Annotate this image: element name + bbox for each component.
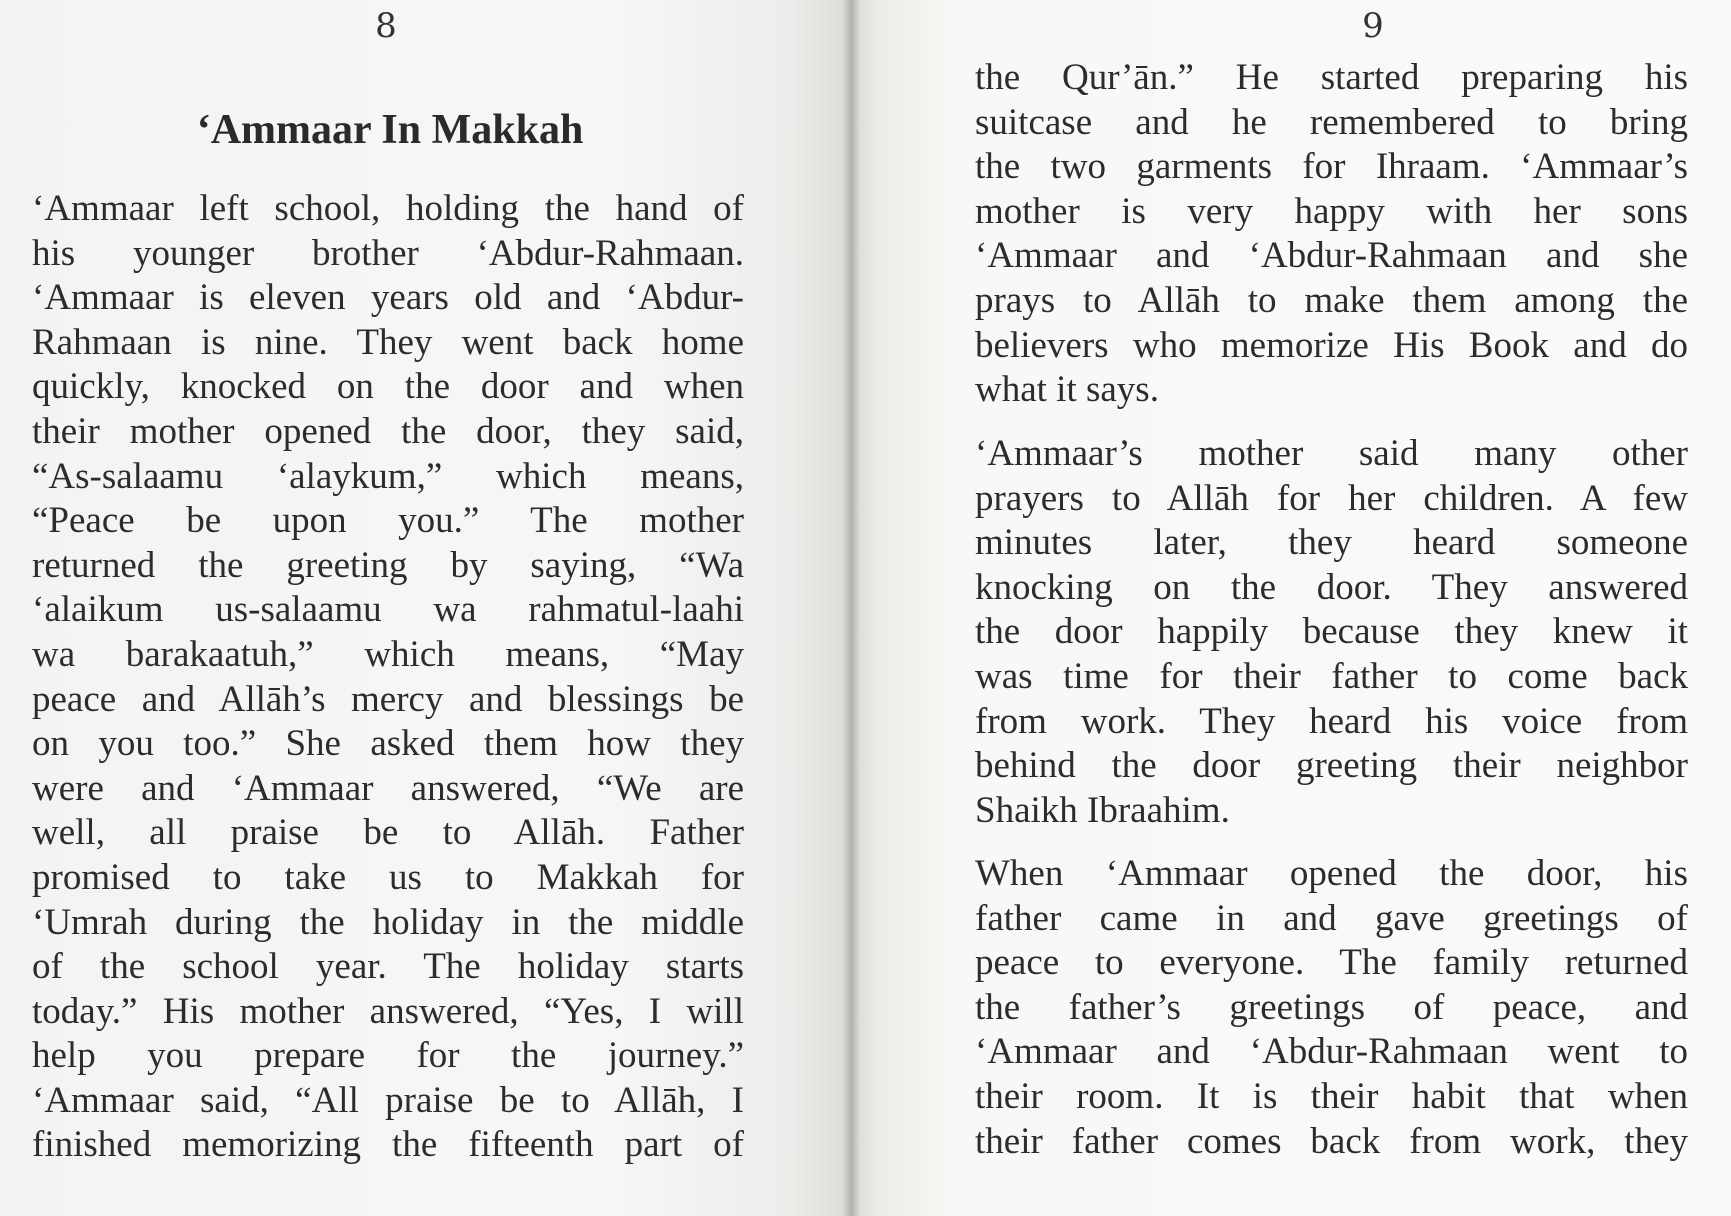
text-line: their father comes back from work, they: [975, 1120, 1688, 1162]
book-gutter: [842, 0, 860, 1216]
text-line: When ‘Ammaar opened the door, his: [975, 853, 1688, 894]
text-line: returned the greeting by saying, “Wa: [32, 544, 744, 586]
text-line: peace and Allāh’s mercy and blessings be: [32, 678, 744, 720]
text-line: ‘Ammaar’s mother said many other: [975, 433, 1688, 474]
paragraph: [975, 852, 1688, 1164]
text-line: ‘alaikum us-salaamu wa rahmatul-laahi: [32, 589, 744, 631]
text-line: ‘Ammaar and ‘Abdur-Rahmaan and she: [975, 235, 1688, 277]
left-page-body: [32, 187, 744, 1168]
text-line: was time for their father to come back: [975, 655, 1688, 697]
text-line: what it says.: [975, 369, 1159, 411]
text-line: finished memorizing the fifteenth part of: [32, 1124, 744, 1166]
text-line: Rahmaan is nine. They went back home: [32, 321, 744, 363]
text-line: knocking on the door. They answered: [975, 566, 1688, 608]
text-line: father came in and gave greetings of: [975, 897, 1688, 939]
text-line: the father’s greetings of peace, and: [975, 986, 1688, 1028]
text-line: ‘Ammaar left school, holding the hand of: [32, 188, 744, 229]
text-line: peace to everyone. The family returned: [975, 942, 1688, 984]
text-line: on you too.” She asked them how they: [32, 723, 744, 765]
text-line: prays to Allāh to make them among the: [975, 279, 1688, 321]
text-line: behind the door greeting their neighbor: [975, 745, 1688, 787]
text-line: minutes later, they heard someone: [975, 522, 1688, 564]
text-line: ‘Ammaar is eleven years old and ‘Abdur-: [32, 277, 744, 319]
left-page: [0, 0, 850, 1216]
text-line: help you prepare for the journey.”: [32, 1035, 744, 1077]
text-line: “Peace be upon you.” The mother: [32, 500, 744, 542]
text-line: of the school year. The holiday starts: [32, 946, 744, 988]
text-line: ‘Ammaar and ‘Abdur-Rahmaan went to: [975, 1031, 1688, 1073]
page-number-right: 9: [1362, 6, 1384, 46]
text-line: their mother opened the door, they said,: [32, 410, 744, 452]
text-line: quickly, knocked on the door and when: [32, 366, 744, 408]
text-line: ‘Umrah during the holiday in the middle: [32, 901, 744, 943]
text-line: “As-salaamu ‘alaykum,” which means,: [32, 455, 744, 497]
text-line: believers who memorize His Book and do: [975, 324, 1688, 366]
paragraph: [975, 56, 1688, 413]
page-number-left: 8: [375, 6, 397, 46]
text-line: their room. It is their habit that when: [975, 1075, 1688, 1117]
chapter-title: ‘Ammaar In Makkah: [196, 107, 584, 153]
text-line: the Qur’ān.” He started preparing his: [975, 57, 1688, 98]
text-line: Shaikh Ibraahim.: [975, 789, 1230, 831]
paragraph: [975, 432, 1688, 833]
text-line: the two garments for Ihraam. ‘Ammaar’s: [975, 146, 1688, 188]
text-line: suitcase and he remembered to bring: [975, 101, 1688, 143]
right-page: [850, 0, 1731, 1216]
text-line: were and ‘Ammaar answered, “We are: [32, 767, 744, 809]
text-line: the door happily because they knew it: [975, 611, 1688, 653]
text-line: well, all praise be to Allāh. Father: [32, 812, 744, 854]
text-line: his younger brother ‘Abdur-Rahmaan.: [32, 232, 744, 274]
text-line: prayers to Allāh for her children. A few: [975, 477, 1688, 519]
text-line: wa barakaatuh,” which means, “May: [32, 633, 744, 675]
text-line: today.” His mother answered, “Yes, I will: [32, 990, 744, 1032]
text-line: promised to take us to Makkah for: [32, 856, 744, 898]
text-line: mother is very happy with her sons: [975, 190, 1688, 232]
text-line: from work. They heard his voice from: [975, 700, 1688, 742]
text-line: ‘Ammaar said, “All praise be to Allāh, I: [32, 1079, 744, 1121]
